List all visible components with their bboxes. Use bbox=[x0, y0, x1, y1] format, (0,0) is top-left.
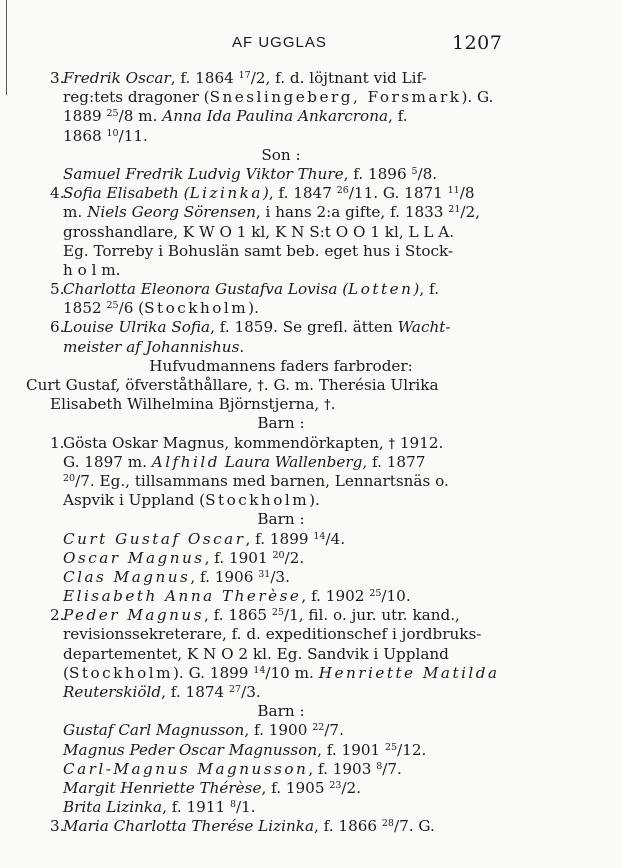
text-line bbox=[50, 203, 512, 222]
person-name: ) bbox=[262, 184, 269, 203]
text-line: Eg. Torreby i Bohuslän samt beb. eget hus i Stock- bbox=[63, 241, 454, 260]
date-day: 11 bbox=[447, 185, 460, 197]
place-name: Stockholm bbox=[205, 491, 310, 510]
text-run: 1889 bbox=[63, 107, 107, 126]
section-heading: Hufvudmannens faders farbroder: bbox=[149, 356, 413, 375]
item-number: 6. bbox=[50, 318, 65, 337]
text-run: /6 ( bbox=[118, 299, 145, 318]
text-run: Elisabeth Wilhelmina Björnstjerna, bbox=[50, 395, 325, 414]
text-run: /11. bbox=[118, 126, 148, 145]
text-run: 1868 bbox=[63, 126, 107, 145]
text-run: , f. 1906 bbox=[190, 567, 259, 586]
text-line bbox=[50, 69, 512, 88]
page-number: 1207 bbox=[452, 32, 503, 54]
text-run: , f. bbox=[388, 107, 408, 126]
text-line bbox=[50, 779, 512, 798]
person-name: Peder Magnus bbox=[63, 606, 205, 625]
text-run: , f. 1847 bbox=[268, 184, 337, 203]
text-line bbox=[50, 127, 512, 146]
person-name: Magnus Peder Oscar Magnusson bbox=[63, 740, 318, 759]
text-run: , f. 1905 bbox=[261, 778, 330, 797]
person-name: ) bbox=[413, 280, 420, 299]
date-day: 25 bbox=[271, 607, 284, 619]
text-run: /11. G. 1871 bbox=[348, 184, 448, 203]
person-name: Alfhild bbox=[151, 452, 220, 471]
text-run: , f. 1902 bbox=[301, 587, 370, 606]
text-run: ). G. 1899 bbox=[172, 663, 254, 682]
date-day: 23 bbox=[329, 779, 342, 791]
text-run: , f. 1864 bbox=[170, 69, 239, 87]
text-run: ). bbox=[248, 299, 259, 318]
text-line bbox=[50, 760, 512, 779]
date-day: 8 bbox=[229, 799, 237, 811]
text-run: , f. 1859. Se grefl. ätten bbox=[210, 318, 398, 337]
text-line bbox=[50, 434, 512, 453]
text-run: Curt Gustaf, öfverståthållare, bbox=[26, 376, 258, 394]
text-line bbox=[26, 376, 512, 395]
section-heading: Son : bbox=[261, 145, 301, 164]
person-name: Fredrik Oscar bbox=[63, 69, 171, 87]
text-run: , f. 1874 bbox=[161, 683, 230, 701]
text-run: /10. bbox=[381, 587, 411, 606]
date-day: 17 bbox=[238, 70, 251, 81]
date-day: 25 bbox=[385, 741, 398, 753]
text-line: h o l m. bbox=[63, 260, 121, 279]
text-run: /1, fil. o. jur. utr. kand., bbox=[283, 606, 460, 625]
text-line bbox=[50, 318, 512, 337]
text-line bbox=[50, 88, 512, 107]
text-run: , f. 1896 bbox=[343, 164, 412, 183]
text-run: , f. 1903 bbox=[308, 759, 377, 778]
text-run: , f. bbox=[419, 280, 439, 299]
text-run: /1. bbox=[236, 798, 256, 817]
date-day: 25 bbox=[106, 108, 119, 120]
dagger-icon: † bbox=[388, 436, 396, 452]
text-line bbox=[50, 395, 512, 414]
dagger-icon: † bbox=[324, 398, 331, 414]
text-run: , f. 1899 bbox=[245, 529, 314, 548]
text-line bbox=[50, 798, 512, 817]
text-line bbox=[50, 472, 512, 491]
text-run: /10 m. bbox=[265, 663, 319, 682]
text-run: /8. bbox=[417, 164, 438, 183]
running-head: AF UGGLAS bbox=[232, 34, 327, 51]
text-run: /3. bbox=[270, 567, 290, 586]
text-run: Gösta Oskar Magnus, kommendörkapten, bbox=[63, 433, 389, 452]
person-name: Samuel Fredrik Ludvig Viktor Thure bbox=[63, 164, 344, 183]
item-number: 3. bbox=[50, 817, 65, 836]
text-line bbox=[50, 184, 512, 203]
person-name: Gustaf Carl Magnusson bbox=[63, 721, 245, 740]
item-number: 2. bbox=[50, 606, 65, 625]
text-run: /7. bbox=[324, 721, 344, 740]
text-line bbox=[50, 817, 512, 836]
page-body bbox=[26, 69, 512, 837]
item-number: 5. bbox=[50, 280, 65, 299]
text-line: departementet, K N O 2 kl. Eg. Sandvik i Uppland bbox=[63, 644, 449, 663]
text-run: /8 bbox=[459, 184, 475, 203]
text-run: /2. bbox=[341, 778, 362, 797]
text-line bbox=[50, 107, 512, 126]
person-name: meister af Johannishus bbox=[63, 337, 240, 356]
date-day: 14 bbox=[253, 664, 266, 676]
text-run: ). G. bbox=[461, 88, 494, 107]
text-line bbox=[50, 530, 512, 549]
date-day: 8 bbox=[376, 760, 383, 772]
text-line: revisionssekreterare, f. d. expeditionschef i jordbruks- bbox=[63, 625, 482, 644]
date-day: 31 bbox=[258, 568, 271, 580]
person-name: Wacht- bbox=[397, 318, 451, 337]
text-run: /7. Eg., tillsammans med barnen, Lennartsnäs o. bbox=[75, 471, 449, 490]
text-run: ). bbox=[309, 491, 320, 510]
text-line bbox=[50, 721, 512, 740]
text-run: /12. bbox=[397, 740, 427, 759]
item-number: 1. bbox=[50, 433, 65, 452]
item-number: 3. bbox=[50, 69, 65, 87]
person-name: Anna Ida Paulina Ankarcrona bbox=[162, 107, 389, 126]
date-day: 5 bbox=[411, 165, 418, 177]
person-name: Laura Wallenberg bbox=[219, 452, 363, 471]
text-line bbox=[50, 568, 512, 587]
person-name: Niels Georg Sörensen bbox=[87, 203, 256, 222]
text-run: . G. m. Therésia Ulrika bbox=[263, 376, 439, 394]
text-line bbox=[50, 606, 512, 625]
person-name: Reuterskiöld bbox=[63, 683, 162, 701]
text-run: , f. 1900 bbox=[244, 721, 313, 740]
person-name: Louise Ulrika Sofia bbox=[63, 318, 211, 337]
date-day: 27 bbox=[229, 684, 242, 695]
section-heading: Barn : bbox=[257, 414, 305, 433]
date-day: 26 bbox=[336, 185, 349, 197]
text-run: /8 m. bbox=[118, 107, 163, 126]
date-day: 22 bbox=[312, 722, 325, 734]
text-run: m. bbox=[63, 203, 88, 222]
text-run: 1852 bbox=[63, 299, 107, 318]
text-run: , f. 1877 bbox=[362, 452, 426, 471]
place-name: Stockholm bbox=[68, 663, 173, 682]
section-heading: Barn : bbox=[257, 510, 305, 529]
text-run: Aspvik i Uppland ( bbox=[63, 491, 206, 510]
text-run: . bbox=[239, 337, 245, 356]
text-run: /3. bbox=[241, 683, 261, 701]
person-name: Henriette Matilda bbox=[318, 663, 500, 682]
date-day: 20 bbox=[63, 472, 76, 484]
person-name: Maria Charlotta Therése Lizinka bbox=[63, 817, 315, 836]
text-run: /2, bbox=[460, 203, 480, 222]
text-line bbox=[50, 165, 512, 184]
text-line: grosshandlare, K W O 1 kl, K N S:t O O 1 kl, L L A. bbox=[63, 222, 455, 241]
text-run: /2, f. d. löjtnant vid Lif- bbox=[250, 69, 427, 87]
page-header bbox=[0, 32, 622, 54]
text-line bbox=[50, 491, 512, 510]
person-name: Elisabeth Anna Therèse bbox=[63, 587, 302, 606]
person-name: Curt Gustaf Oscar bbox=[63, 529, 246, 548]
text-run: G. 1897 m. bbox=[63, 452, 152, 471]
person-name: Sofia Elisabeth ( bbox=[63, 184, 190, 203]
text-line bbox=[50, 664, 512, 683]
person-name: Charlotta Eleonora Gustafva Lovisa ( bbox=[63, 280, 349, 299]
text-line bbox=[50, 549, 512, 568]
person-name: Margit Henriette Thérèse bbox=[63, 778, 262, 797]
date-day: 25 bbox=[369, 588, 382, 600]
person-name: Oscar Magnus bbox=[63, 548, 205, 567]
person-name: Lizinka bbox=[189, 184, 263, 203]
text-line bbox=[50, 587, 512, 606]
text-run: reg:tets dragoner ( bbox=[63, 88, 210, 107]
item-number: 4. bbox=[50, 184, 65, 203]
text-run: , i hans 2:a gifte, f. 1833 bbox=[255, 203, 449, 222]
person-name: Carl-Magnus Magnusson bbox=[63, 759, 309, 778]
text-run: /7. G. bbox=[393, 817, 435, 836]
text-line bbox=[50, 280, 512, 299]
text-run: . bbox=[330, 395, 336, 414]
date-day: 21 bbox=[448, 204, 461, 216]
text-run: , f. 1865 bbox=[204, 606, 272, 625]
date-day: 25 bbox=[106, 300, 119, 312]
text-run: /4. bbox=[325, 529, 346, 548]
text-run: , f. 1901 bbox=[317, 740, 386, 759]
person-name: Lotten bbox=[348, 280, 414, 299]
date-day: 20 bbox=[272, 549, 285, 561]
text-run: , f. 1866 bbox=[314, 817, 382, 836]
date-day: 14 bbox=[313, 530, 326, 542]
person-name: Clas Magnus bbox=[63, 567, 191, 586]
text-line bbox=[50, 453, 512, 472]
text-run: /2. bbox=[284, 548, 305, 567]
place-name: Sneslingeberg, Forsmark bbox=[209, 88, 462, 107]
person-name: Brita Lizinka bbox=[63, 798, 163, 817]
text-run: /7. bbox=[382, 759, 402, 778]
section-heading: Barn : bbox=[257, 702, 305, 721]
text-run: ( bbox=[63, 663, 69, 682]
date-day: 10 bbox=[106, 127, 119, 139]
text-run: , f. 1901 bbox=[204, 548, 273, 567]
text-run: , f. 1911 bbox=[162, 798, 230, 817]
dagger-icon: † bbox=[257, 379, 264, 394]
text-run: 1912. bbox=[395, 433, 444, 452]
text-line bbox=[50, 683, 512, 702]
text-line bbox=[50, 299, 512, 318]
text-line bbox=[50, 338, 512, 357]
text-line bbox=[50, 741, 512, 760]
date-day: 28 bbox=[381, 818, 394, 830]
place-name: Stockholm bbox=[144, 299, 249, 318]
